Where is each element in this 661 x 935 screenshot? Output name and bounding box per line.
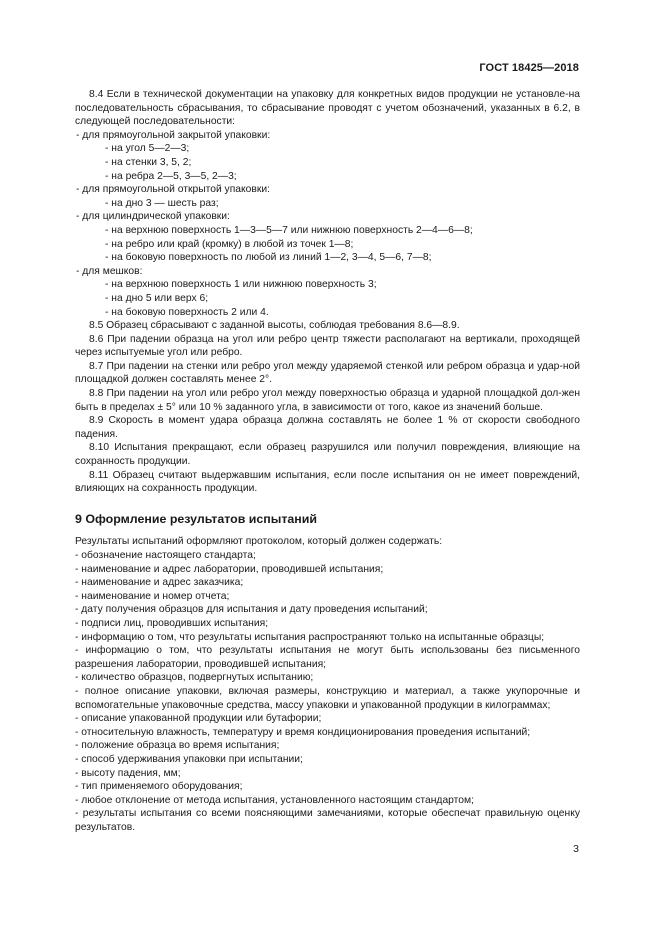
list-item: - на боковую поверхность по любой из линий 1—2, 3—4, 5—6, 7—8; [105, 252, 432, 264]
list-item: - на боковую поверхность 2 или 4. [105, 306, 269, 318]
list-item: - для прямоугольной закрытой упаковки: [76, 129, 271, 141]
list-item: - наименование и адрес лаборатории, проводившей испытания; [75, 563, 384, 575]
list-item: - дату получения образцов для испытания и дату проведения испытаний; [75, 604, 428, 616]
page-content [75, 88, 580, 834]
list-item: - высоту падения, мм; [75, 767, 181, 779]
section-intro: Результаты испытаний оформляют протоколом, который должен содержать: [75, 536, 443, 548]
list-item: - способ удерживания упаковки при испытании; [75, 753, 303, 765]
list-item: - на верхнюю поверхность 1—3—5—7 или нижнюю поверхность 2—4—6—8; [105, 224, 473, 236]
list-item: - на ребро или край (кромку) в любой из точек 1—8; [105, 238, 354, 250]
list-item: - относительную влажность, температуру и время кондиционирования проведения испытаний; [75, 726, 531, 738]
list-item: - описание упакованной продукции или бутафории; [75, 713, 322, 725]
list-item: - информацию о том, что результаты испытания не могут быть использованы без письменного разрешения лаборатории, проводившей испытания; [75, 645, 580, 670]
list-item: - на ребра 2—5, 3—5, 2—3; [105, 170, 237, 182]
list-item: - на дно 3 — шесть раз; [105, 197, 219, 209]
section-heading: 9 Оформление результатов испытаний [75, 511, 318, 526]
list-item: - положение образца во время испытания; [75, 740, 280, 752]
list-item: - информацию о том, что результаты испытания распространяют только на испытанные образцы; [75, 631, 545, 643]
paragraph-8-5: 8.5 Образец сбрасывают с заданной высоты, соблюдая требования 8.6—8.9. [89, 320, 460, 332]
list-item: - на стенки 3, 5, 2; [105, 156, 192, 168]
list-item: - на угол 5—2—3; [105, 143, 190, 155]
list-item: - тип применяемого оборудования; [75, 781, 243, 793]
list-item: - количество образцов, подвергнутых испытанию; [75, 672, 314, 684]
list-item: - для мешков: [76, 265, 143, 277]
list-item: - результаты испытания со всеми поясняющими замечаниями, которые обеспечат правильную оценку результатов. [75, 808, 580, 833]
paragraph-8-10: 8.10 Испытания прекращают, если образец разрушился или получил повреждения, влияющие на сохранность продукции. [75, 442, 580, 468]
list-item: - для цилиндрической упаковки: [76, 211, 230, 223]
list-item: - полное описание упаковки, включая размеры, конструкцию и материал, а также укупорочные и вспомогательные упаковочные средства, массу упаковки и упакованной продукции в килограммах; [75, 685, 580, 711]
list-item: - подписи лиц, проводивших испытания; [75, 617, 269, 629]
paragraph-8-8: 8.8 При падении на угол или ребро угол между поверхностью образца и ударной площадкой дол-жен быть в пределах ± 5° или 10 % заданного угла, в зависимости от того, какое из значений больше. [75, 388, 580, 413]
paragraph-8-9: 8.9 Скорость в момент удара образца должна составлять не более 1 % от скорости свободного падения. [75, 415, 580, 440]
standard-code: ГОСТ 18425—2018 [479, 62, 579, 74]
paragraph-8-6: 8.6 При падении образца на угол или ребро центр тяжести располагают на вертикали, проходящей через испытуемые угол или ребро. [75, 333, 580, 359]
list-item: - обозначение настоящего стандарта; [75, 550, 256, 561]
list-item: - наименование и адрес заказчика; [75, 577, 244, 589]
list-item: - любое отклонение от метода испытания, установленного настоящим стандартом; [75, 794, 474, 806]
paragraph-8-7: 8.7 При падении на стенки или ребро угол между ударяемой стенкой или ребром образца и удар-ной площадкой должен составлять менее 2°. [75, 360, 580, 386]
list-item: - на дно 5 или верх 6; [105, 292, 209, 304]
list-item: - на верхнюю поверхность 1 или нижнюю поверхность 3; [105, 279, 377, 291]
paragraph-8-4: 8.4 Если в технической документации на упаковку для конкретных видов продукции не установле-на последовательность сбрасывания, то сбрасывание проводят с учетом обозначений, указанных в 6.2, в следующей последовательности: [75, 89, 580, 128]
page-number: 3 [573, 843, 579, 855]
list-item: - наименование и номер отчета; [75, 590, 230, 602]
list-item: - для прямоугольной открытой упаковки: [76, 184, 270, 196]
paragraph-8-11: 8.11 Образец считают выдержавшим испытания, если после испытания он не имеет повреждений, влияющих на сохранность продукции. [75, 469, 580, 495]
